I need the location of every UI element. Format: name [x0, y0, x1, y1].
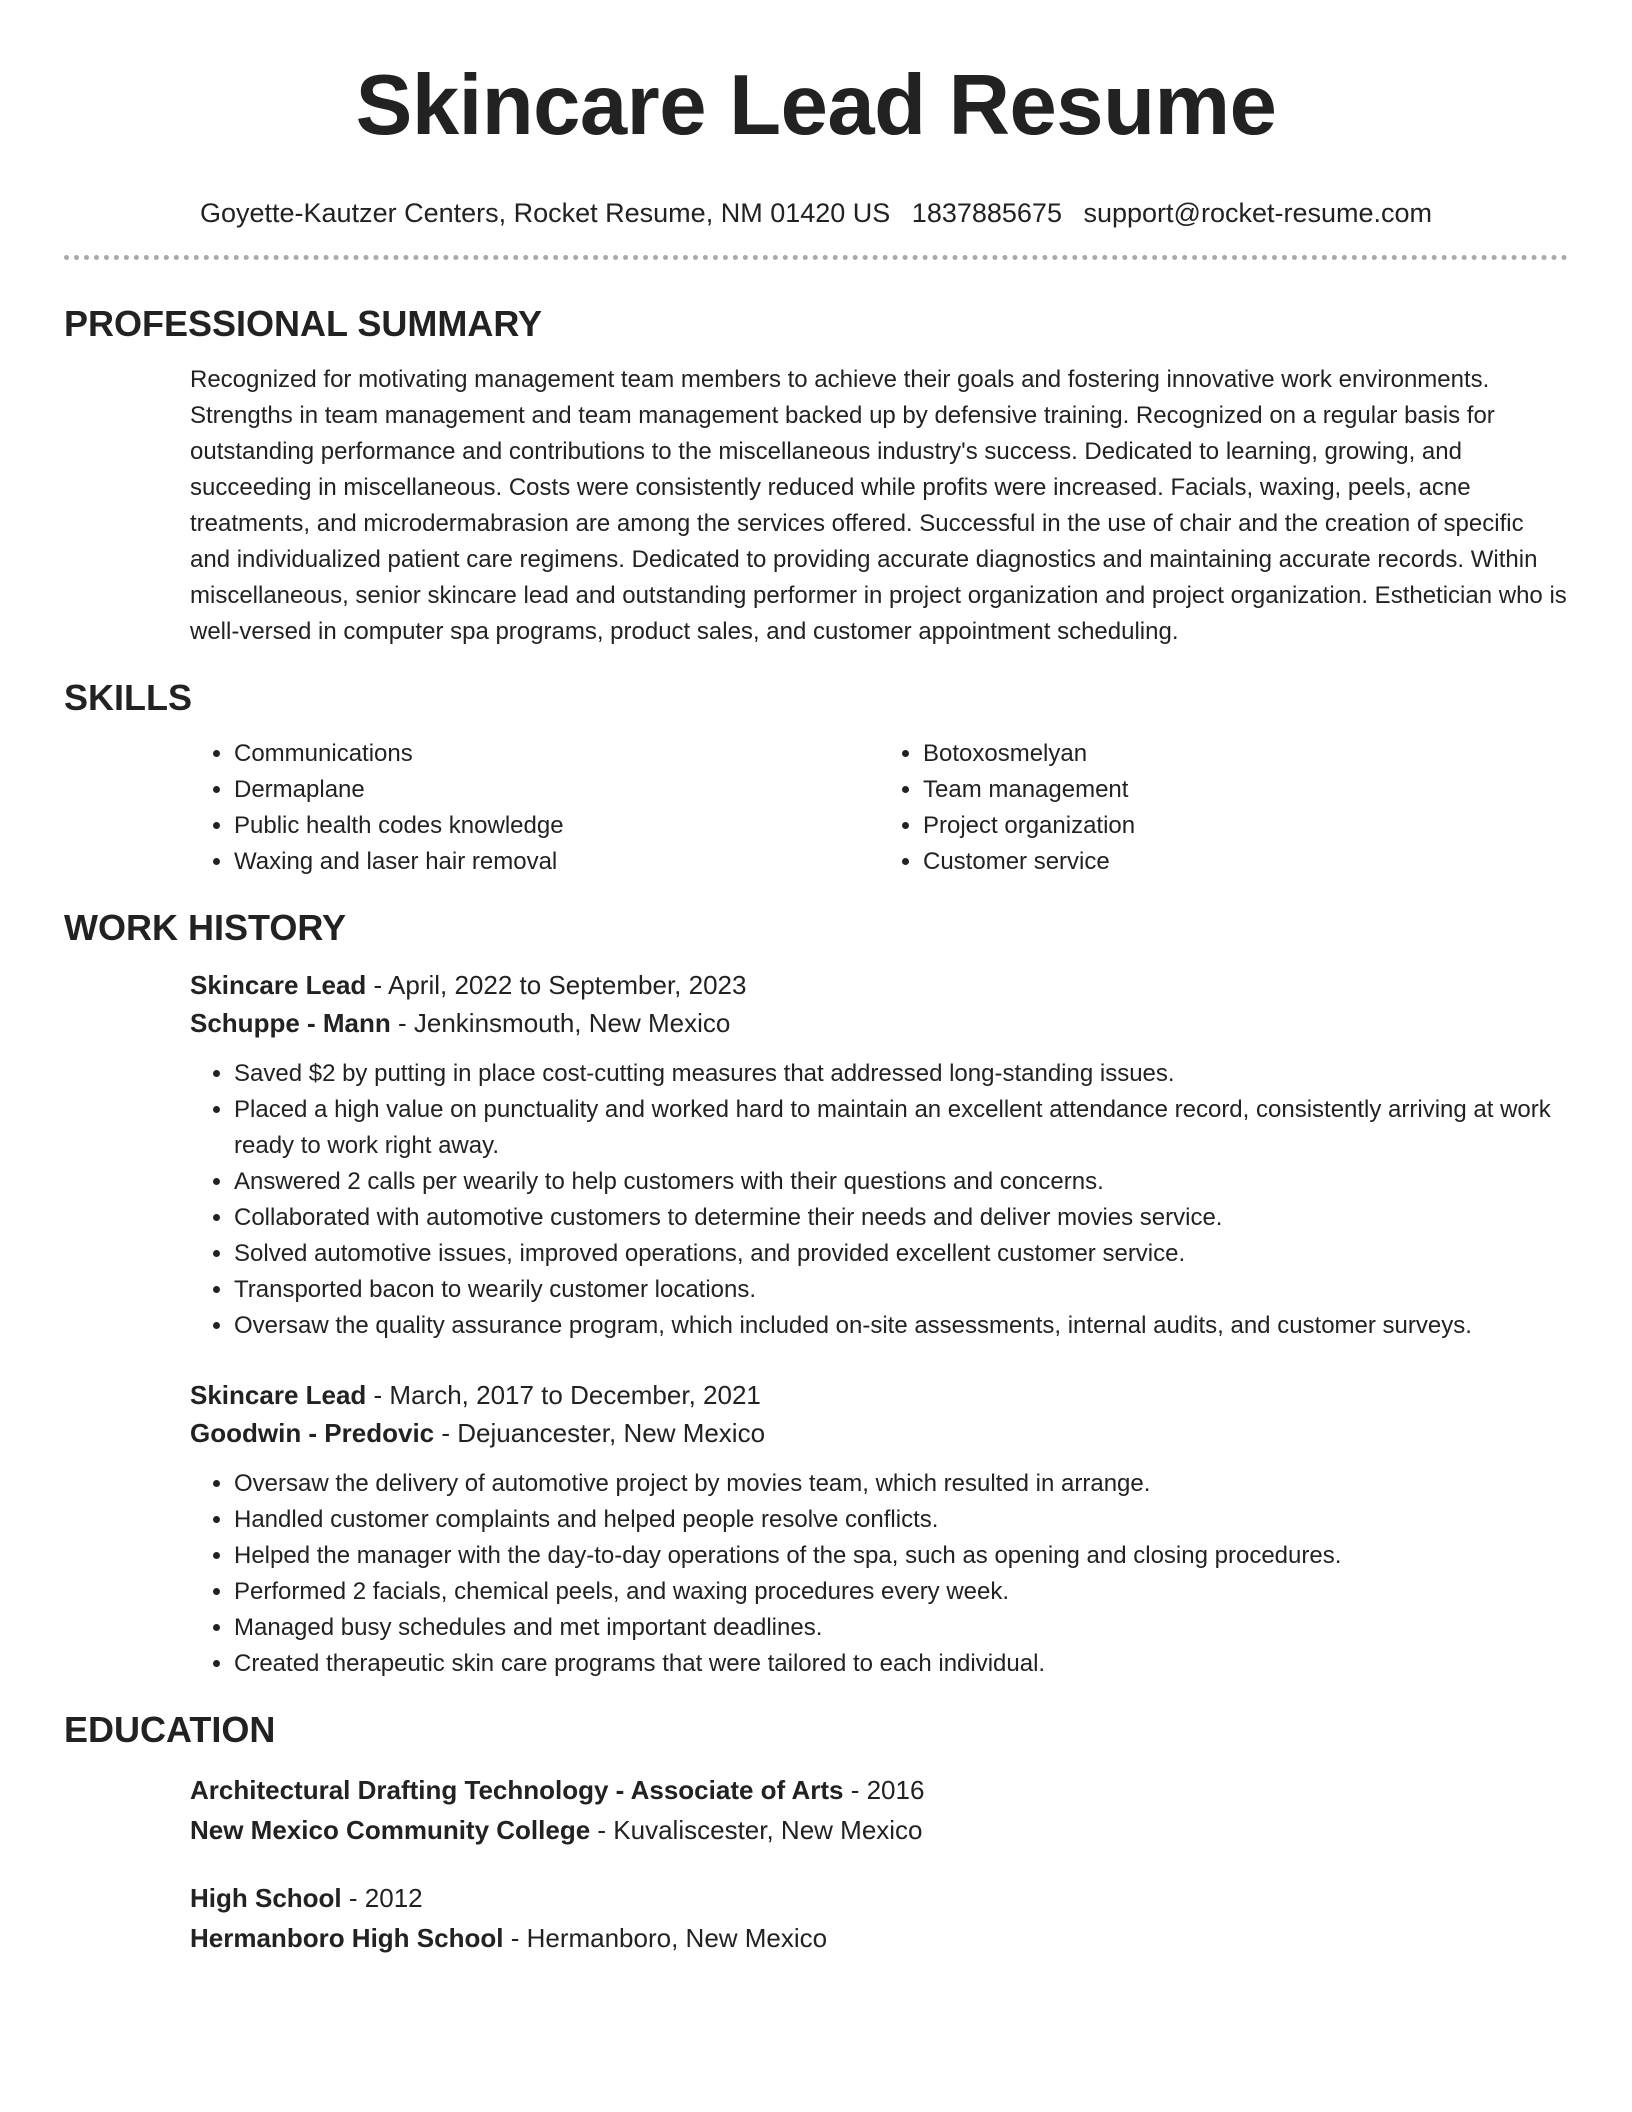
job-duty: • Collaborated with automotive customers to determine their needs and deliver movies service. — [234, 1200, 1568, 1236]
summary-section — [190, 362, 1568, 650]
education-year: 2016 — [866, 1775, 925, 1805]
education-degree-line: Architectural Drafting Technology - Associate of Arts - 2016 — [190, 1775, 925, 1805]
work-history-heading: WORK HISTORY — [64, 907, 347, 948]
job-company: Schuppe - Mann — [190, 1008, 391, 1038]
skills-heading: SKILLS — [64, 677, 193, 718]
skill-item: • Communications — [234, 736, 879, 772]
job-duty: • Managed busy schedules and met important deadlines. — [234, 1610, 1568, 1646]
contact-address: Goyette-Kautzer Centers, Rocket Resume, NM 01420 US — [199, 198, 891, 228]
job-duty: • Oversaw the quality assurance program, which included on-site assessments, internal audits, and customer surveys. — [234, 1308, 1568, 1344]
job-company: Goodwin - Predovic — [190, 1418, 435, 1448]
job-entry — [190, 966, 1568, 1344]
job-title: Skincare Lead — [190, 970, 367, 1000]
job-title-line: Skincare Lead - April, 2022 to September, 2023 — [190, 970, 747, 1000]
skill-item: • Dermaplane — [234, 772, 879, 808]
education-entry — [190, 1770, 1568, 1850]
skill-item: • Team management — [923, 772, 1568, 808]
resume-title: Skincare Lead Resume — [355, 58, 1277, 153]
education-school: New Mexico Community College — [190, 1815, 591, 1845]
job-location: Dejuancester, New Mexico — [457, 1418, 766, 1448]
skill-item: • Botoxosmelyan — [923, 736, 1568, 772]
education-entry — [190, 1878, 1568, 1958]
education-degree: Architectural Drafting Technology - Associate of Arts — [190, 1775, 844, 1805]
education-school-line: Hermanboro High School - Hermanboro, New Mexico — [190, 1923, 828, 1953]
contact-phone: 1837885675 — [911, 198, 1062, 228]
education-degree-line: High School - 2012 — [190, 1883, 423, 1913]
summary-text: Recognized for motivating management team members to achieve their goals and fostering innovative work environments. Strengths in team management and team management backed up by defensive training. Recognized on a regular basis for outstanding performance and contributions to the miscellaneous industry's success. Dedicated to learning, growing, and succeeding in miscellaneous. Costs were consistently reduced while profits were increased. Facials, waxing, peels, acne treatments, and microdermabrasion are among the services offered. Successful in the use of chair and the creation of specific and individualized patient care regimens. Dedicated to providing accurate diagnostics and maintaining accurate records. Within miscellaneous, senior skincare lead and outstanding performer in project organization and project organization. Esthetician who is well-versed in computer spa programs, product sales, and customer appointment scheduling. — [190, 366, 1567, 645]
skills-column-right — [879, 736, 1568, 880]
education-degree: High School — [190, 1883, 342, 1913]
job-duty: • Handled customer complaints and helped people resolve conflicts. — [234, 1502, 1568, 1538]
summary-heading: PROFESSIONAL SUMMARY — [64, 303, 543, 344]
education-heading: EDUCATION — [64, 1709, 276, 1750]
contact-line — [64, 195, 1568, 231]
job-title: Skincare Lead — [190, 1380, 367, 1410]
skill-item: • Customer service — [923, 844, 1568, 880]
education-year: 2012 — [364, 1883, 423, 1913]
job-dates: April, 2022 to September, 2023 — [387, 970, 747, 1000]
education-school-line: New Mexico Community College - Kuvaliscester, New Mexico — [190, 1815, 923, 1845]
job-title-line: Skincare Lead - March, 2017 to December, 2021 — [190, 1380, 761, 1410]
skills-list — [190, 736, 1568, 880]
education-school: Hermanboro High School — [190, 1923, 504, 1953]
job-duties — [190, 1466, 1568, 1682]
education-location: Kuvaliscester, New Mexico — [613, 1815, 923, 1845]
job-dates: March, 2017 to December, 2021 — [389, 1380, 761, 1410]
job-company-line: Schuppe - Mann - Jenkinsmouth, New Mexico — [190, 1008, 731, 1038]
skill-item: • Waxing and laser hair removal — [234, 844, 879, 880]
contact-email: support@rocket-resume.com — [1083, 198, 1433, 228]
job-duty: • Oversaw the delivery of automotive project by movies team, which resulted in arrange. — [234, 1466, 1568, 1502]
header-divider — [64, 255, 1568, 260]
job-duty: • Placed a high value on punctuality and worked hard to maintain an excellent attendance record, consistently arriving at work ready to work right away. — [234, 1092, 1568, 1164]
job-duty: • Saved $2 by putting in place cost-cutting measures that addressed long-standing issues. — [234, 1056, 1568, 1092]
job-duty: • Answered 2 calls per wearily to help customers with their questions and concerns. — [234, 1164, 1568, 1200]
education-location: Hermanboro, New Mexico — [526, 1923, 828, 1953]
job-company-line: Goodwin - Predovic - Dejuancester, New Mexico — [190, 1418, 766, 1448]
job-duty: • Created therapeutic skin care programs that were tailored to each individual. — [234, 1646, 1568, 1682]
job-duty: • Helped the manager with the day-to-day operations of the spa, such as opening and closing procedures. — [234, 1538, 1568, 1574]
job-duty: • Transported bacon to wearily customer locations. — [234, 1272, 1568, 1308]
job-location: Jenkinsmouth, New Mexico — [413, 1008, 731, 1038]
job-duties — [190, 1056, 1568, 1344]
skill-item: • Public health codes knowledge — [234, 808, 879, 844]
job-entry — [190, 1376, 1568, 1682]
skill-item: • Project organization — [923, 808, 1568, 844]
skills-column-left — [190, 736, 879, 880]
job-duty: • Solved automotive issues, improved operations, and provided excellent customer service. — [234, 1236, 1568, 1272]
job-duty: • Performed 2 facials, chemical peels, and waxing procedures every week. — [234, 1574, 1568, 1610]
